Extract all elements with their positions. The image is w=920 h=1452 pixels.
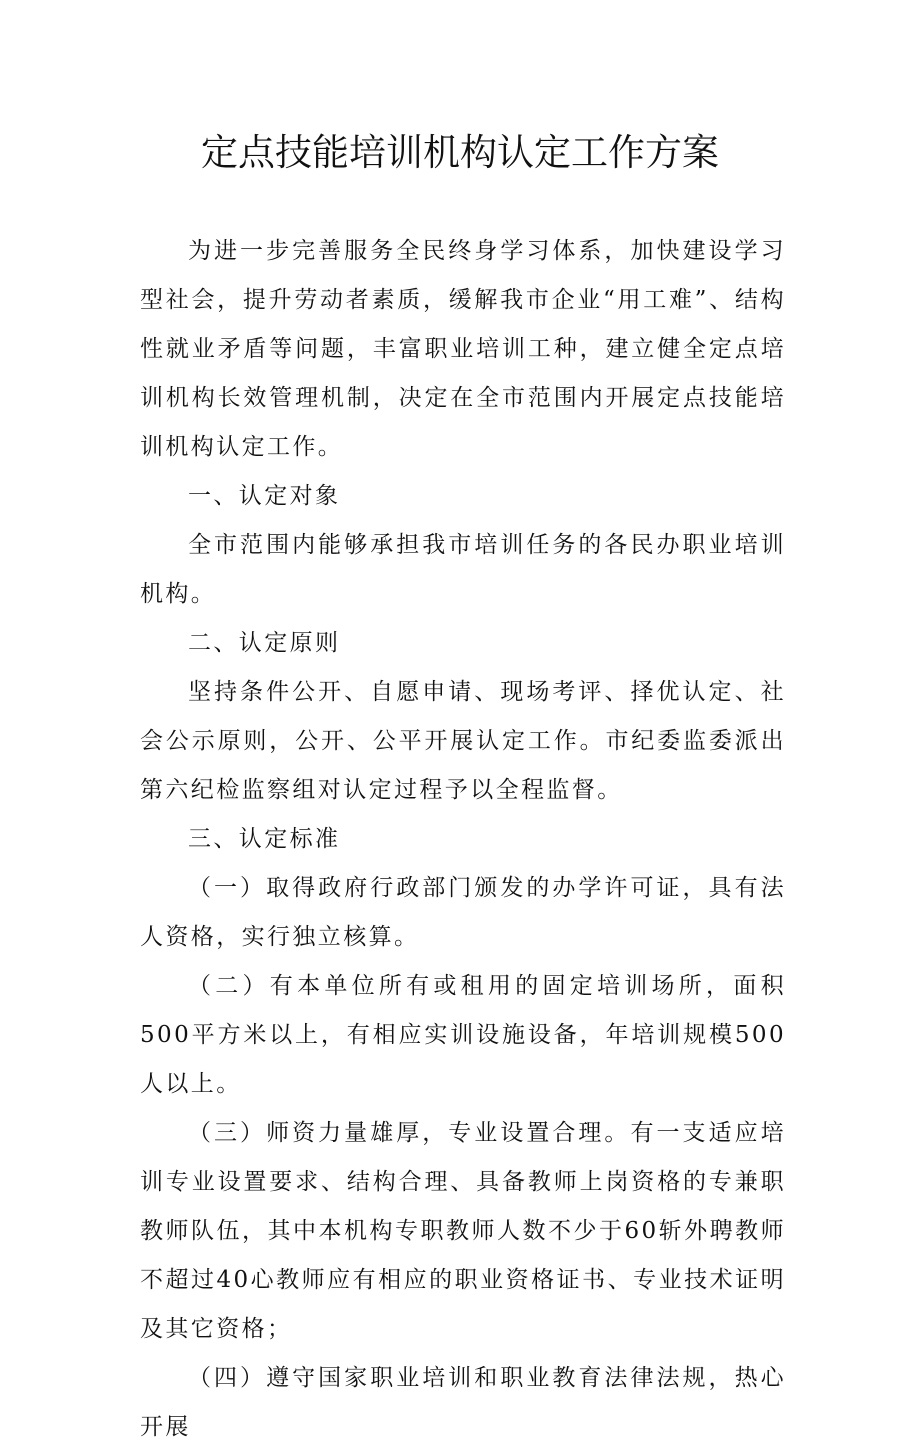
paragraph-standard-4: （四）遵守国家职业培训和职业教育法律法规，热心开展 <box>140 1365 786 1440</box>
paragraph-standard-3: （三）师资力量雄厚，专业设置合理。有一支适应培训专业设置要求、结构合理、具备教师上岗资格的专兼职教师队伍，其中本机构专职教师人数不少于60斩外聘教师不超过40心教师应有相应的职业资格证书、专业技术证明及其它资格； <box>140 1120 786 1342</box>
document-title: 定点技能培训机构认定工作方案 <box>201 131 719 174</box>
paragraph-intro: 为进一步完善服务全民终身学习体系，加快建设学习型社会，提升劳动者素质，缓解我市企业“用工难”、结构性就业矛盾等问题，丰富职业培训工种，建立健全定点培训机构长效管理机制，决定在全市范围内开展定点技能培训机构认定工作。 <box>140 238 786 460</box>
paragraph-standard-1: （一）取得政府行政部门颁发的办学许可证，具有法人资格，实行独立核算。 <box>140 875 786 950</box>
paragraph-standard-2: （二）有本单位所有或租用的固定培训场所，面积500平方米以上，有相应实训设施设备，年培训规模500人以上。 <box>140 973 786 1097</box>
section-heading-standards: 三、认定标准 <box>188 826 341 852</box>
document-body <box>140 227 786 1452</box>
section-heading-objects: 一、认定对象 <box>188 483 341 509</box>
section-heading-principles: 二、认定原则 <box>188 630 341 656</box>
paragraph-principles: 坚持条件公开、自愿申请、现场考评、择优认定、社会公示原则，公开、公平开展认定工作。市纪委监委派出第六纪检监察组对认定过程予以全程监督。 <box>140 679 786 803</box>
paragraph-objects: 全市范围内能够承担我市培训任务的各民办职业培训机构。 <box>140 532 786 607</box>
